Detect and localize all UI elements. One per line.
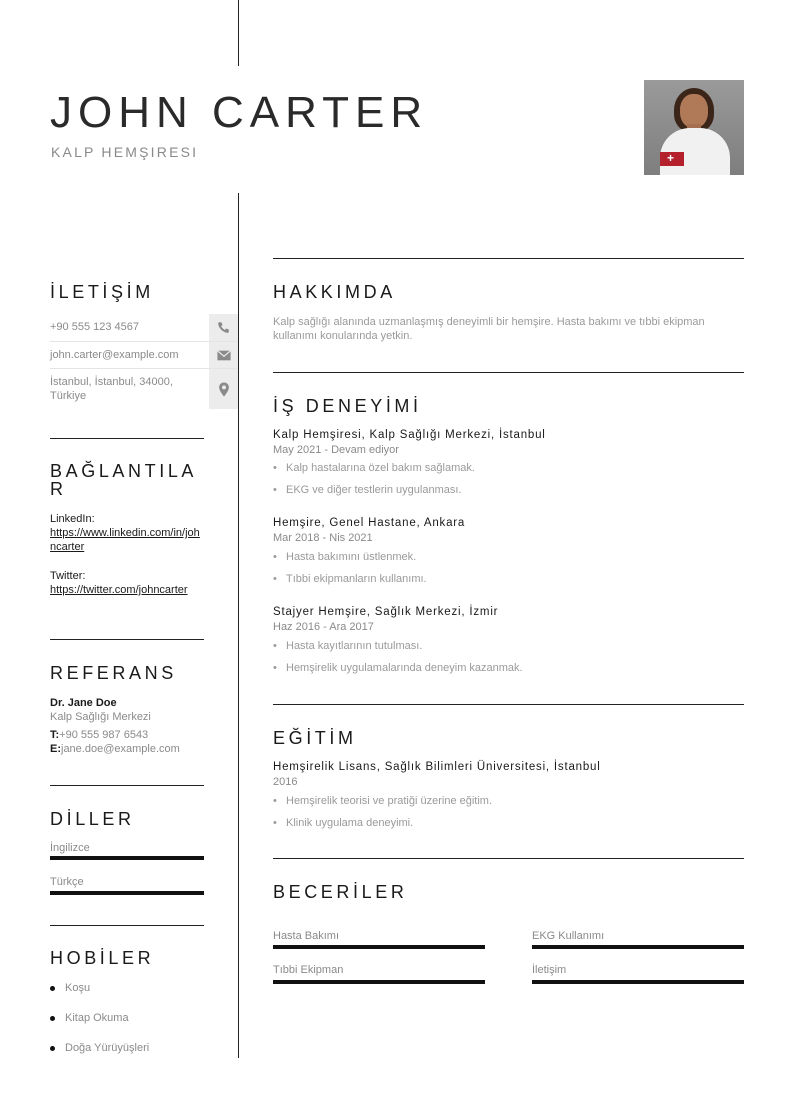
phone-icon bbox=[209, 314, 238, 341]
education-year: 2016 bbox=[273, 776, 298, 788]
education-bullet: • Klinik uygulama deneyimi. bbox=[273, 817, 414, 829]
candidate-role: KALP HEMŞIRESI bbox=[51, 144, 199, 160]
twitter-link[interactable]: https://twitter.com/johncarter bbox=[50, 584, 188, 596]
job-bullet: • Tıbbi ekipmanların kullanımı. bbox=[273, 573, 427, 585]
job-bullet: • Kalp hastalarına özel bakım sağlamak. bbox=[273, 462, 475, 474]
skills-section-title: BECERİLER bbox=[273, 882, 408, 902]
about-text: Kalp sağlığı alanında uzmanlaşmış deneyimli bir hemşire. Hasta bakımı ve tıbbi ekipman kullanımı konularında yetkin. bbox=[273, 316, 705, 342]
about-section-title: HAKKIMDA bbox=[273, 282, 396, 302]
reference-organization: Kalp Sağlığı Merkezi bbox=[50, 711, 151, 723]
reference-email-label: E: bbox=[50, 743, 61, 755]
language-label: Türkçe bbox=[50, 876, 84, 888]
reference-phone-label: T: bbox=[50, 729, 60, 741]
contact-address-row bbox=[50, 369, 238, 409]
linkedin-link[interactable]: https://www.linkedin.com/in/johncarter bbox=[50, 527, 200, 553]
twitter-label: Twitter: bbox=[50, 570, 86, 582]
reference-phone: +90 555 987 6543 bbox=[59, 729, 149, 741]
contact-email-row bbox=[50, 342, 238, 369]
hobby-item: Doğa Yürüyüşleri bbox=[50, 1042, 149, 1054]
education-bullet: • Hemşirelik teorisi ve pratiği üzerine eğitim. bbox=[273, 795, 493, 807]
hobbies-section-title: HOBİLER bbox=[50, 948, 155, 968]
reference-section-title: REFERANS bbox=[50, 663, 177, 683]
section-divider bbox=[273, 258, 744, 259]
reference-email: jane.doe@example.com bbox=[61, 743, 180, 755]
skill-level-bar bbox=[273, 945, 485, 949]
hobby-item: Kitap Okuma bbox=[50, 1012, 129, 1024]
skill-label: EKG Kullanımı bbox=[532, 930, 605, 942]
contact-phone: +90 555 123 4567 bbox=[50, 321, 140, 333]
job-date: May 2021 - Devam ediyor bbox=[273, 444, 399, 456]
profile-photo bbox=[644, 80, 744, 175]
vertical-divider-main bbox=[238, 193, 239, 1058]
languages-section-title: DİLLER bbox=[50, 809, 135, 829]
contact-phone-row bbox=[50, 314, 238, 342]
job-title: Kalp Hemşiresi, Kalp Sağlığı Merkezi, İstanbul bbox=[273, 429, 546, 441]
skill-label: Hasta Bakımı bbox=[273, 930, 340, 942]
language-level-bar bbox=[50, 891, 204, 895]
language-label: İngilizce bbox=[50, 842, 90, 854]
bullet-icon bbox=[50, 1016, 55, 1021]
skill-level-bar bbox=[273, 980, 485, 984]
education-section-title: EĞİTİM bbox=[273, 728, 357, 748]
section-divider bbox=[50, 925, 204, 926]
skill-level-bar bbox=[532, 945, 744, 949]
section-divider bbox=[273, 704, 744, 705]
linkedin-label: LinkedIn: bbox=[50, 513, 95, 525]
job-bullet: • EKG ve diğer testlerin uygulanması. bbox=[273, 484, 462, 496]
job-bullet: • Hemşirelik uygulamalarında deneyim kazanmak. bbox=[273, 662, 523, 674]
job-bullet: • Hasta kayıtlarının tutulması. bbox=[273, 640, 423, 652]
envelope-icon bbox=[209, 342, 238, 368]
bullet-icon bbox=[50, 1046, 55, 1051]
education-degree: Hemşirelik Lisans, Sağlık Bilimleri Üniversitesi, İstanbul bbox=[273, 761, 601, 773]
reference-email-row bbox=[50, 742, 180, 756]
section-divider bbox=[50, 639, 204, 640]
candidate-name: JOHN CARTER bbox=[50, 88, 429, 137]
experience-section-title: İŞ DENEYİMİ bbox=[273, 396, 422, 416]
section-divider bbox=[50, 785, 204, 786]
job-date: Mar 2018 - Nis 2021 bbox=[273, 532, 373, 544]
skill-level-bar bbox=[532, 980, 744, 984]
job-title: Stajyer Hemşire, Sağlık Merkezi, İzmir bbox=[273, 606, 499, 618]
bullet-icon bbox=[50, 986, 55, 991]
skill-label: Tıbbi Ekipman bbox=[273, 964, 344, 976]
vertical-divider-top bbox=[238, 0, 239, 66]
job-title: Hemşire, Genel Hastane, Ankara bbox=[273, 517, 466, 529]
job-date: Haz 2016 - Ara 2017 bbox=[273, 621, 374, 633]
reference-name: Dr. Jane Doe bbox=[50, 697, 117, 709]
section-divider bbox=[273, 372, 744, 373]
skill-label: İletişim bbox=[532, 964, 567, 976]
map-pin-icon bbox=[209, 369, 238, 409]
job-bullet: • Hasta bakımını üstlenmek. bbox=[273, 551, 417, 563]
section-divider bbox=[273, 858, 744, 859]
contact-section-title: İLETİŞİM bbox=[50, 282, 154, 302]
hobby-item: Koşu bbox=[50, 982, 90, 994]
language-level-bar bbox=[50, 856, 204, 860]
contact-address: İstanbul, İstanbul, 34000, Türkiye bbox=[50, 376, 173, 402]
section-divider bbox=[50, 438, 204, 439]
contact-email: john.carter@example.com bbox=[50, 349, 179, 361]
reference-phone-row bbox=[50, 728, 148, 742]
links-section-title: BAĞLANTILAR bbox=[50, 461, 198, 499]
